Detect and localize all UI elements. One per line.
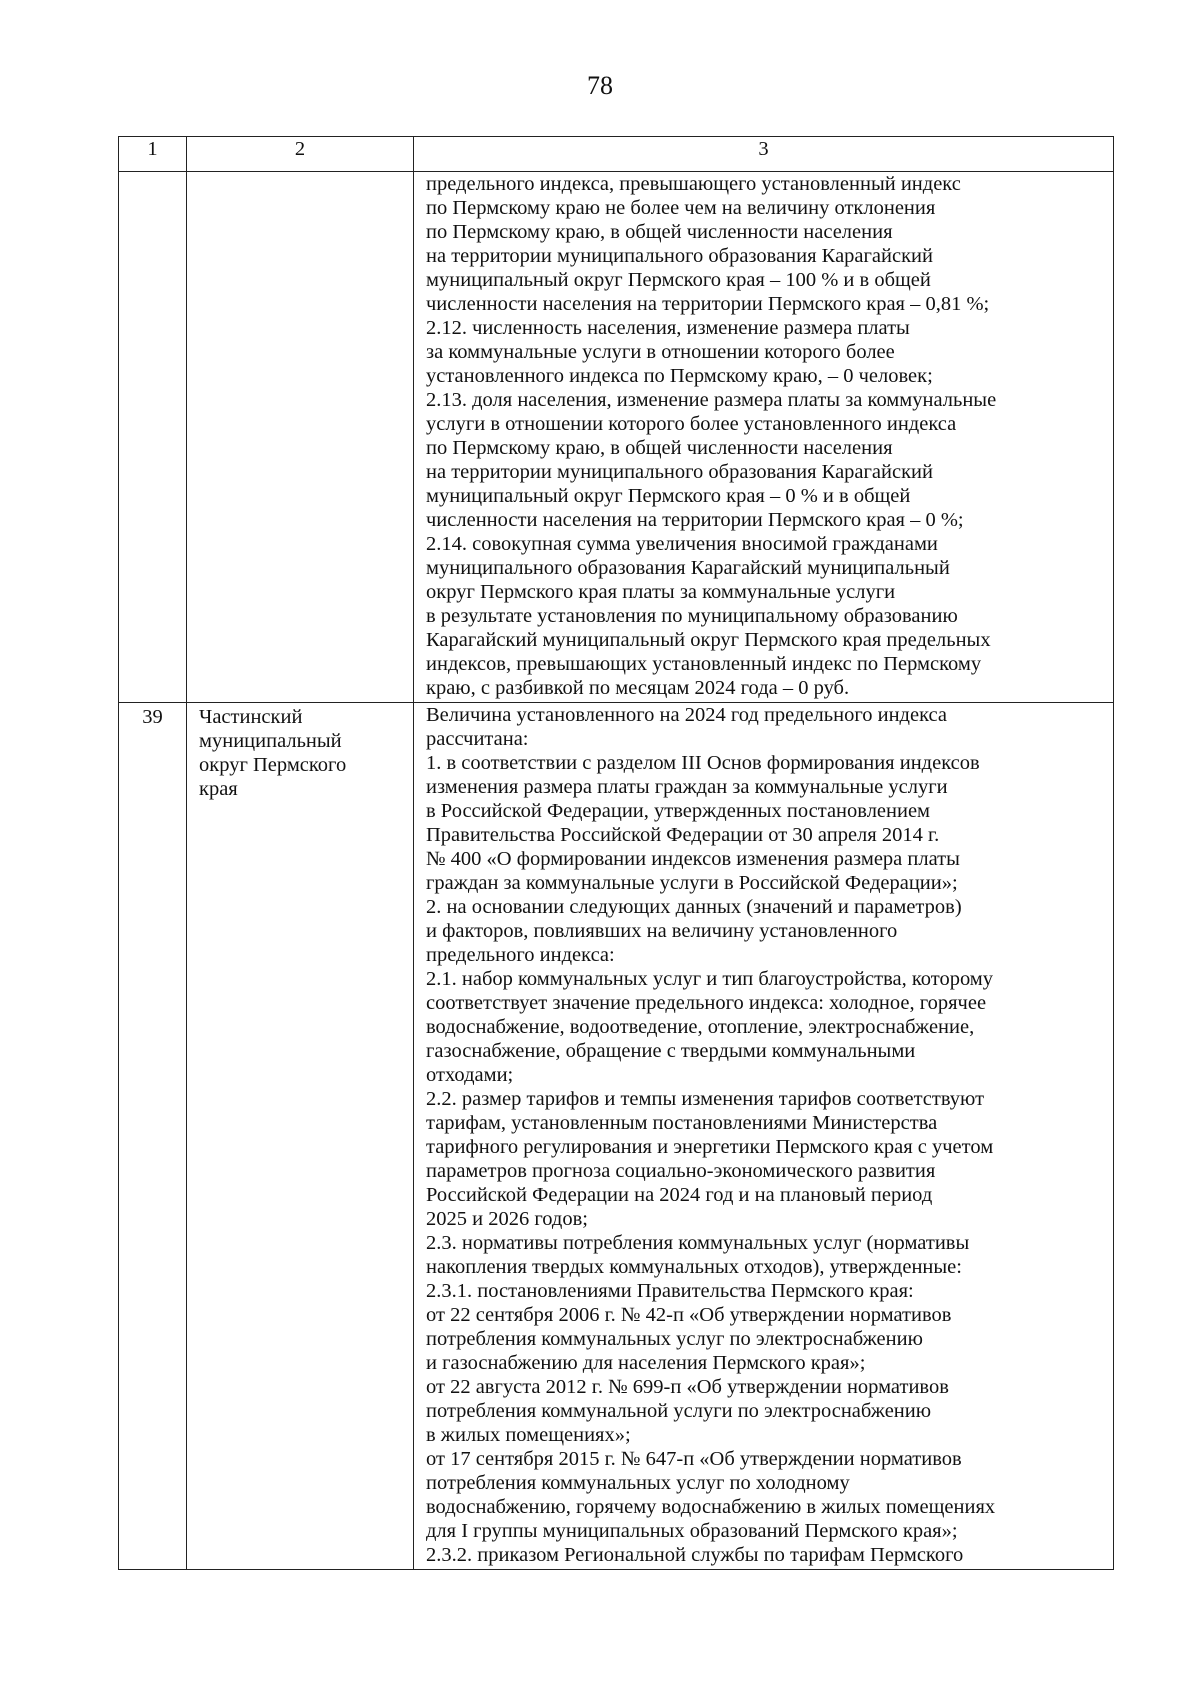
text-line: 2.14. совокупная сумма увеличения вносимой гражданами xyxy=(426,533,938,555)
text-line: и газоснабжению для населения Пермского края»; xyxy=(426,1352,866,1374)
text-line: 2.3.2. приказом Региональной службы по тарифам Пермского xyxy=(426,1544,964,1566)
text-line: на территории муниципального образования Карагайский xyxy=(426,245,933,267)
text-line: предельного индекса: xyxy=(426,944,615,966)
table-row xyxy=(119,172,1114,703)
column-header-2: 2 xyxy=(187,137,414,172)
text-line: за коммунальные услуги в отношении которого более xyxy=(426,341,895,363)
text-line: № 400 «О формировании индексов изменения размера платы xyxy=(426,848,960,870)
text-line: газоснабжение, обращение с твердыми коммунальными xyxy=(426,1040,916,1062)
text-line: водоснабжение, водоотведение, отопление, электроснабжение, xyxy=(426,1016,975,1038)
text-line: предельного индекса, превышающего установленный индекс xyxy=(426,173,961,195)
text-line: краю, с разбивкой по месяцам 2024 года – 0 руб. xyxy=(426,677,850,699)
text-line: изменения размера платы граждан за коммунальные услуги xyxy=(426,776,948,798)
document-table xyxy=(118,136,1114,1570)
text-line: потребления коммунальных услуг по холодному xyxy=(426,1472,850,1494)
text-line: численности населения на территории Пермского края – 0,81 %; xyxy=(426,293,990,315)
text-line: граждан за коммунальные услуги в Российской Федерации»; xyxy=(426,872,958,894)
text-line: Карагайский муниципальный округ Пермского края предельных xyxy=(426,629,991,651)
text-line: муниципальный округ Пермского края – 100 % и в общей xyxy=(426,269,931,291)
description-cell xyxy=(414,703,1114,1570)
text-line: 2.13. доля населения, изменение размера платы за коммунальные xyxy=(426,389,997,411)
text-line: услуги в отношении которого более установленного индекса xyxy=(426,413,957,435)
column-header-3: 3 xyxy=(414,137,1114,172)
table-row xyxy=(119,703,1114,1570)
name-line: края xyxy=(199,778,238,800)
text-line: от 17 сентября 2015 г. № 647-п «Об утверждении нормативов xyxy=(426,1448,962,1470)
text-line: 2025 и 2026 годов; xyxy=(426,1208,588,1230)
text-line: 2.12. численность населения, изменение размера платы xyxy=(426,317,910,339)
description-cell xyxy=(414,172,1114,703)
text-line: от 22 августа 2012 г. № 699-п «Об утверждении нормативов xyxy=(426,1376,949,1398)
table-header-row xyxy=(119,137,1114,172)
text-line: муниципальный округ Пермского края – 0 % и в общей xyxy=(426,485,911,507)
text-line: в жилых помещениях»; xyxy=(426,1424,631,1446)
text-line: 2.1. набор коммунальных услуг и тип благоустройства, которому xyxy=(426,968,994,990)
text-line: по Пермскому краю не более чем на величину отклонения xyxy=(426,197,936,219)
text-line: водоснабжению, горячему водоснабжению в жилых помещениях xyxy=(426,1496,996,1518)
text-line: в Российской Федерации, утвержденных постановлением xyxy=(426,800,931,822)
text-line: установленного индекса по Пермскому краю, – 0 человек; xyxy=(426,365,933,387)
text-line: индексов, превышающих установленный индекс по Пермскому xyxy=(426,653,982,675)
row-number-cell: 39 xyxy=(119,703,187,1570)
text-line: тарифам, установленным постановлениями Министерства xyxy=(426,1112,938,1134)
text-line: в результате установления по муниципальному образованию xyxy=(426,605,958,627)
text-line: отходами; xyxy=(426,1064,514,1086)
page-number: 78 xyxy=(587,71,613,100)
text-line: 2.3. нормативы потребления коммунальных услуг (нормативы xyxy=(426,1232,970,1254)
text-line: Российской Федерации на 2024 год и на плановый период xyxy=(426,1184,933,1206)
text-line: по Пермскому краю, в общей численности населения xyxy=(426,221,893,243)
text-line: от 22 сентября 2006 г. № 42-п «Об утверждении нормативов xyxy=(426,1304,952,1326)
text-line: потребления коммунальных услуг по электроснабжению xyxy=(426,1328,923,1350)
name-line: Частинский xyxy=(199,706,303,728)
text-line: потребления коммунальной услуги по электроснабжению xyxy=(426,1400,932,1422)
name-line: муниципальный xyxy=(199,730,342,752)
text-line: 2.2. размер тарифов и темпы изменения тарифов соответствуют xyxy=(426,1088,985,1110)
text-line: накопления твердых коммунальных отходов), утвержденные: xyxy=(426,1256,962,1278)
text-line: 2.3.1. постановлениями Правительства Пермского края: xyxy=(426,1280,914,1302)
text-line: и факторов, повлиявших на величину установленного xyxy=(426,920,898,942)
row-number-cell xyxy=(119,172,187,703)
text-line: для I группы муниципальных образований Пермского края»; xyxy=(426,1520,958,1542)
text-line: по Пермскому краю, в общей численности населения xyxy=(426,437,893,459)
text-line: Величина установленного на 2024 год предельного индекса xyxy=(426,704,947,726)
name-line: округ Пермского xyxy=(199,754,347,776)
text-line: на территории муниципального образования Карагайский xyxy=(426,461,933,483)
text-line: параметров прогноза социально-экономического развития xyxy=(426,1160,936,1182)
text-line: округ Пермского края платы за коммунальные услуги xyxy=(426,581,896,603)
text-line: Правительства Российской Федерации от 30 апреля 2014 г. xyxy=(426,824,940,846)
text-line: рассчитана: xyxy=(426,728,529,750)
text-line: тарифного регулирования и энергетики Пермского края с учетом xyxy=(426,1136,994,1158)
municipality-name-cell xyxy=(187,703,414,1570)
text-line: соответствует значение предельного индекса: холодное, горячее xyxy=(426,992,987,1014)
text-line: численности населения на территории Пермского края – 0 %; xyxy=(426,509,964,531)
text-line: 1. в соответствии с разделом III Основ формирования индексов xyxy=(426,752,980,774)
column-header-1: 1 xyxy=(119,137,187,172)
text-line: муниципального образования Карагайский муниципальный xyxy=(426,557,950,579)
municipality-name-cell xyxy=(187,172,414,703)
text-line: 2. на основании следующих данных (значений и параметров) xyxy=(426,896,962,918)
